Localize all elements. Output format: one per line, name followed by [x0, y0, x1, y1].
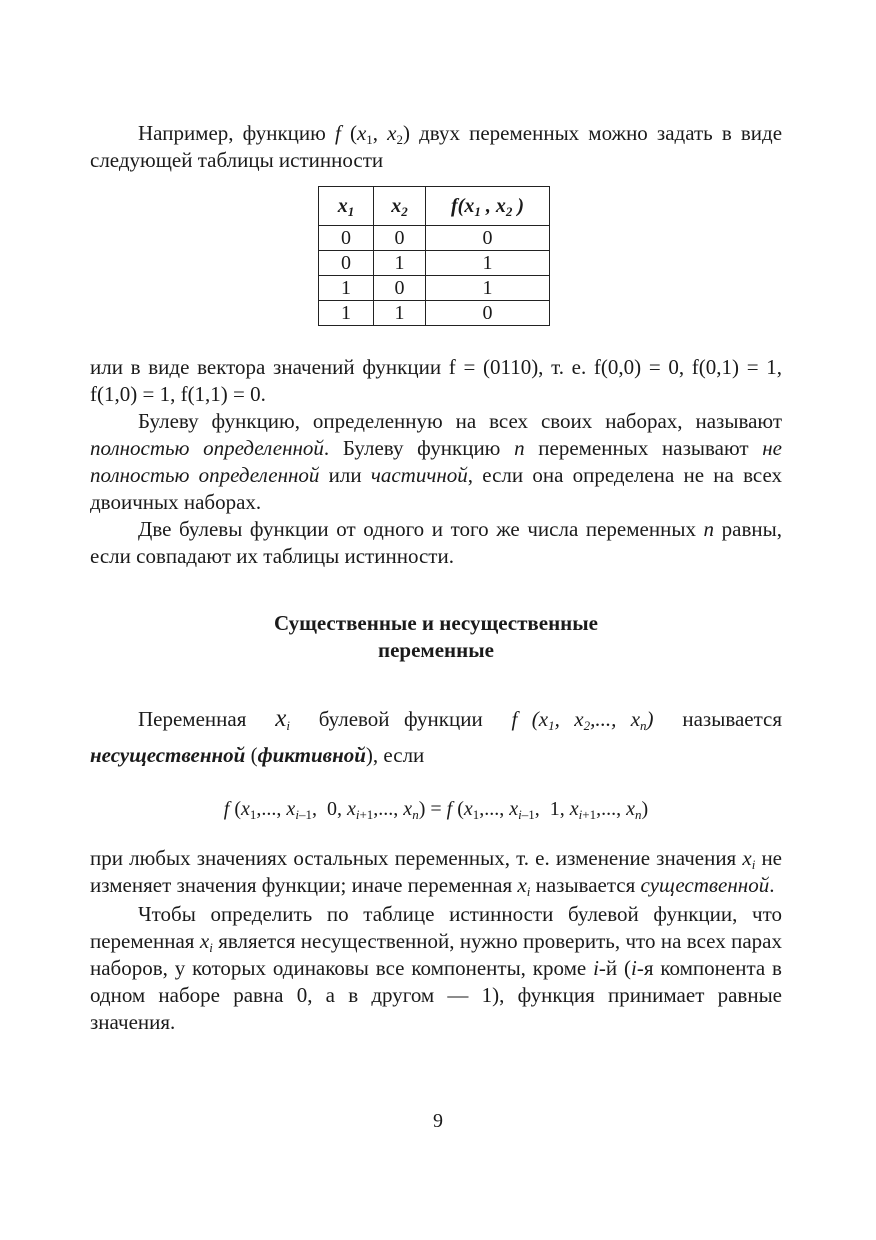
truth-table-cell: 1: [374, 251, 426, 276]
truth-table-cell: 1: [319, 276, 374, 301]
vector-paragraph: или в виде вектора значений функции f = (0110), т. е. f(0,0) = 0, f(0,1) = 1, f(1,0) = 1, f(1,1) = 0.: [90, 355, 782, 406]
truth-table: [318, 186, 550, 326]
page-number: 9: [433, 1110, 443, 1132]
header-f: $f(x_1$ , $x_2$ ): [426, 187, 550, 226]
function-notation: f ($x_1$, $x_2$,..., $x_n$): [511, 707, 654, 733]
truth-table-row: [319, 301, 550, 326]
check-paragraph: Чтобы определить по таблице истинности булевой функции, что переменная $x_i$ является несущественной, нужно проверить, что на всех парах наборов, у которых одинаковы все компоненты, кроме i-й (i-я компонента в одном наборе равна 0, а в другом — 1), функция принимает равные значения.: [90, 902, 782, 1034]
truth-table-row: [319, 226, 550, 251]
truth-table-cell: 0: [374, 276, 426, 301]
truth-table-cell: 0: [426, 226, 550, 251]
truth-table-cell: 1: [426, 251, 550, 276]
truth-table-row: [319, 251, 550, 276]
any-values-paragraph: при любых значениях остальных переменных, т. е. изменение значения $x_i$ не изменяет значения функции; иначе переменная $x_i$ называется существенной.: [90, 846, 783, 899]
definition-fictive-paragraph: Переменная $x_i$ булевой функции f ($x_1$, $x_2$,..., $x_n$) называется несущественной (фиктивной), если: [90, 705, 783, 767]
definition-full-paragraph: Булеву функцию, определенную на всех своих наборах, называют полностью определенной. Булеву функцию n переменных называют не полностью определенной или частичной, если она определена не на всех двоичных наборах.: [90, 409, 782, 514]
truth-table-row: [319, 276, 550, 301]
header-x2: $x_2$: [374, 187, 426, 226]
page-body: [90, 120, 782, 1036]
equal-functions-paragraph: Две булевы функции от одного и того же числа переменных n равны, если совпадают их таблицы истинности.: [90, 517, 782, 568]
truth-table-cell: 0: [374, 226, 426, 251]
section-title: Существенные и несущественные переменные: [273, 611, 598, 662]
truth-table-cell: 0: [426, 301, 550, 326]
truth-table-cell: 1: [319, 301, 374, 326]
header-x1: $x_1$: [319, 187, 374, 226]
truth-table-cell: 0: [319, 226, 374, 251]
truth-table-cell: 1: [426, 276, 550, 301]
truth-table-cell: 0: [319, 251, 374, 276]
fictive-variable-formula: f ($x_1$,..., $x_{i-1}$, 0, $x_{i+1}$,..., $x_n) = f$ ($x_1$,..., $x_{i-1}$, 1, $x_{i+1}$,..., $x_n$): [223, 798, 649, 822]
intro-paragraph: Например, функцию f ($x_1$, $x_2$) двух переменных можно задать в виде следующей таблицы истинности: [90, 121, 783, 172]
truth-table-cell: 1: [374, 301, 426, 326]
truth-table-header-row: [319, 187, 550, 226]
